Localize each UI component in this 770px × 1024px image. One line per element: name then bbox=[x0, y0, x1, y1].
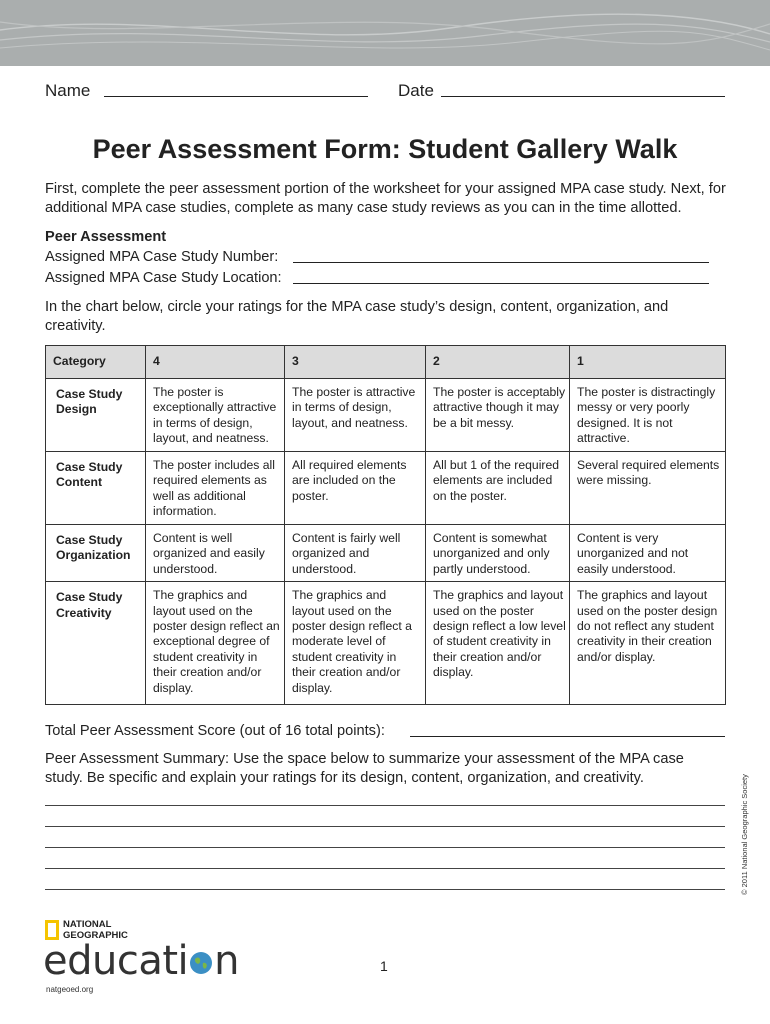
summary-instructions: Peer Assessment Summary: Use the space below to summarize your assessment of the MPA case study. Be specific and explain your ratings for its design, content, organization, and creativity. bbox=[45, 751, 684, 786]
education-logo bbox=[43, 938, 239, 984]
rubric-table bbox=[45, 345, 726, 705]
rating-cell[interactable]: Content is somewhat unorganized and only partly understood. bbox=[426, 525, 570, 582]
wave-decoration bbox=[0, 0, 770, 66]
rating-cell[interactable]: The graphics and layout used on the poster design reflect an exceptional degree of student creativity in their creation and/or display. bbox=[146, 582, 285, 705]
category-content: Case Study Content bbox=[46, 452, 146, 525]
rating-cell[interactable]: The graphics and layout used on the poster design reflect a moderate level of student creativity in their creation and/or display. bbox=[285, 582, 426, 705]
header-category: Category bbox=[46, 346, 146, 379]
rating-cell[interactable]: All required elements are included on the poster. bbox=[285, 452, 426, 525]
chart-instructions: In the chart below, circle your ratings for the MPA case study’s design, content, organization, and creativity. bbox=[45, 299, 669, 334]
rubric-row-organization bbox=[46, 525, 726, 582]
summary-line-5[interactable] bbox=[45, 889, 725, 890]
category-creativity: Case Study Creativity bbox=[46, 582, 146, 705]
name-label: Name bbox=[45, 81, 91, 100]
rating-cell[interactable]: The poster is acceptably attractive though it may be a bit messy. bbox=[426, 379, 570, 452]
case-location-label: Assigned MPA Case Study Location: bbox=[45, 270, 282, 286]
header-rating-4[interactable]: 4 bbox=[146, 346, 285, 379]
rubric-row-content bbox=[46, 452, 726, 525]
natgeo-line-1: NATIONAL bbox=[63, 919, 112, 930]
copyright-notice: © 2011 National Geographic Society bbox=[740, 774, 749, 895]
total-score-label: Total Peer Assessment Score (out of 16 total points): bbox=[45, 723, 385, 739]
rating-cell[interactable]: The poster includes all required elements as well as additional information. bbox=[146, 452, 285, 525]
case-number-field[interactable] bbox=[293, 262, 709, 263]
rating-cell[interactable]: The graphics and layout used on the poster design reflect a low level of student creativity in their creation and/or display. bbox=[426, 582, 570, 705]
case-number-label: Assigned MPA Case Study Number: bbox=[45, 249, 279, 265]
natgeo-frame-icon bbox=[45, 920, 59, 940]
rating-cell[interactable]: The poster is attractive in terms of design, layout, and neatness. bbox=[285, 379, 426, 452]
rating-cell[interactable]: Content is well organized and easily understood. bbox=[146, 525, 285, 582]
site-url[interactable]: natgeoed.org bbox=[46, 985, 94, 994]
date-field[interactable] bbox=[441, 96, 725, 97]
category-design: Case Study Design bbox=[46, 379, 146, 452]
education-word-b: n bbox=[214, 938, 240, 984]
natgeo-line-2: GEOGRAPHIC bbox=[63, 929, 128, 941]
date-label: Date bbox=[398, 81, 434, 100]
summary-line-1[interactable] bbox=[45, 805, 725, 806]
rating-cell[interactable]: Several required elements were missing. bbox=[570, 452, 726, 525]
rubric-row-creativity bbox=[46, 582, 726, 705]
intro-text: First, complete the peer assessment portion of the worksheet for your assigned MPA case study. Next, for additional MPA case studies, complete as many case study reviews as you can in the time allotted. bbox=[45, 181, 726, 216]
header-rating-2[interactable]: 2 bbox=[426, 346, 570, 379]
rating-cell[interactable]: The poster is distractingly messy or very poorly designed. It is not attractive. bbox=[570, 379, 726, 452]
peer-assessment-heading: Peer Assessment bbox=[45, 229, 167, 245]
header-rating-3[interactable]: 3 bbox=[285, 346, 426, 379]
summary-line-2[interactable] bbox=[45, 826, 725, 827]
summary-line-4[interactable] bbox=[45, 868, 725, 869]
rubric-header-row bbox=[46, 346, 726, 379]
header-rating-1[interactable]: 1 bbox=[570, 346, 726, 379]
rating-cell[interactable]: Content is very unorganized and not easily understood. bbox=[570, 525, 726, 582]
page-number: 1 bbox=[380, 958, 388, 974]
total-score-field[interactable] bbox=[410, 736, 725, 737]
rubric-row-design bbox=[46, 379, 726, 452]
name-field[interactable] bbox=[104, 96, 368, 97]
rating-cell[interactable]: All but 1 of the required elements are included on the poster. bbox=[426, 452, 570, 525]
category-organization: Case Study Organization bbox=[46, 525, 146, 582]
case-location-field[interactable] bbox=[293, 283, 709, 284]
globe-icon bbox=[189, 951, 213, 975]
summary-line-3[interactable] bbox=[45, 847, 725, 848]
education-word-a: educati bbox=[43, 938, 189, 984]
rating-cell[interactable]: The poster is exceptionally attractive in terms of design, layout, and neatness. bbox=[146, 379, 285, 452]
header-banner bbox=[0, 0, 770, 66]
page-title: Peer Assessment Form: Student Gallery Walk bbox=[92, 134, 678, 164]
rating-cell[interactable]: Content is fairly well organized and understood. bbox=[285, 525, 426, 582]
rating-cell[interactable]: The graphics and layout used on the poster design do not reflect any student creativity in their creation and/or display. bbox=[570, 582, 726, 705]
